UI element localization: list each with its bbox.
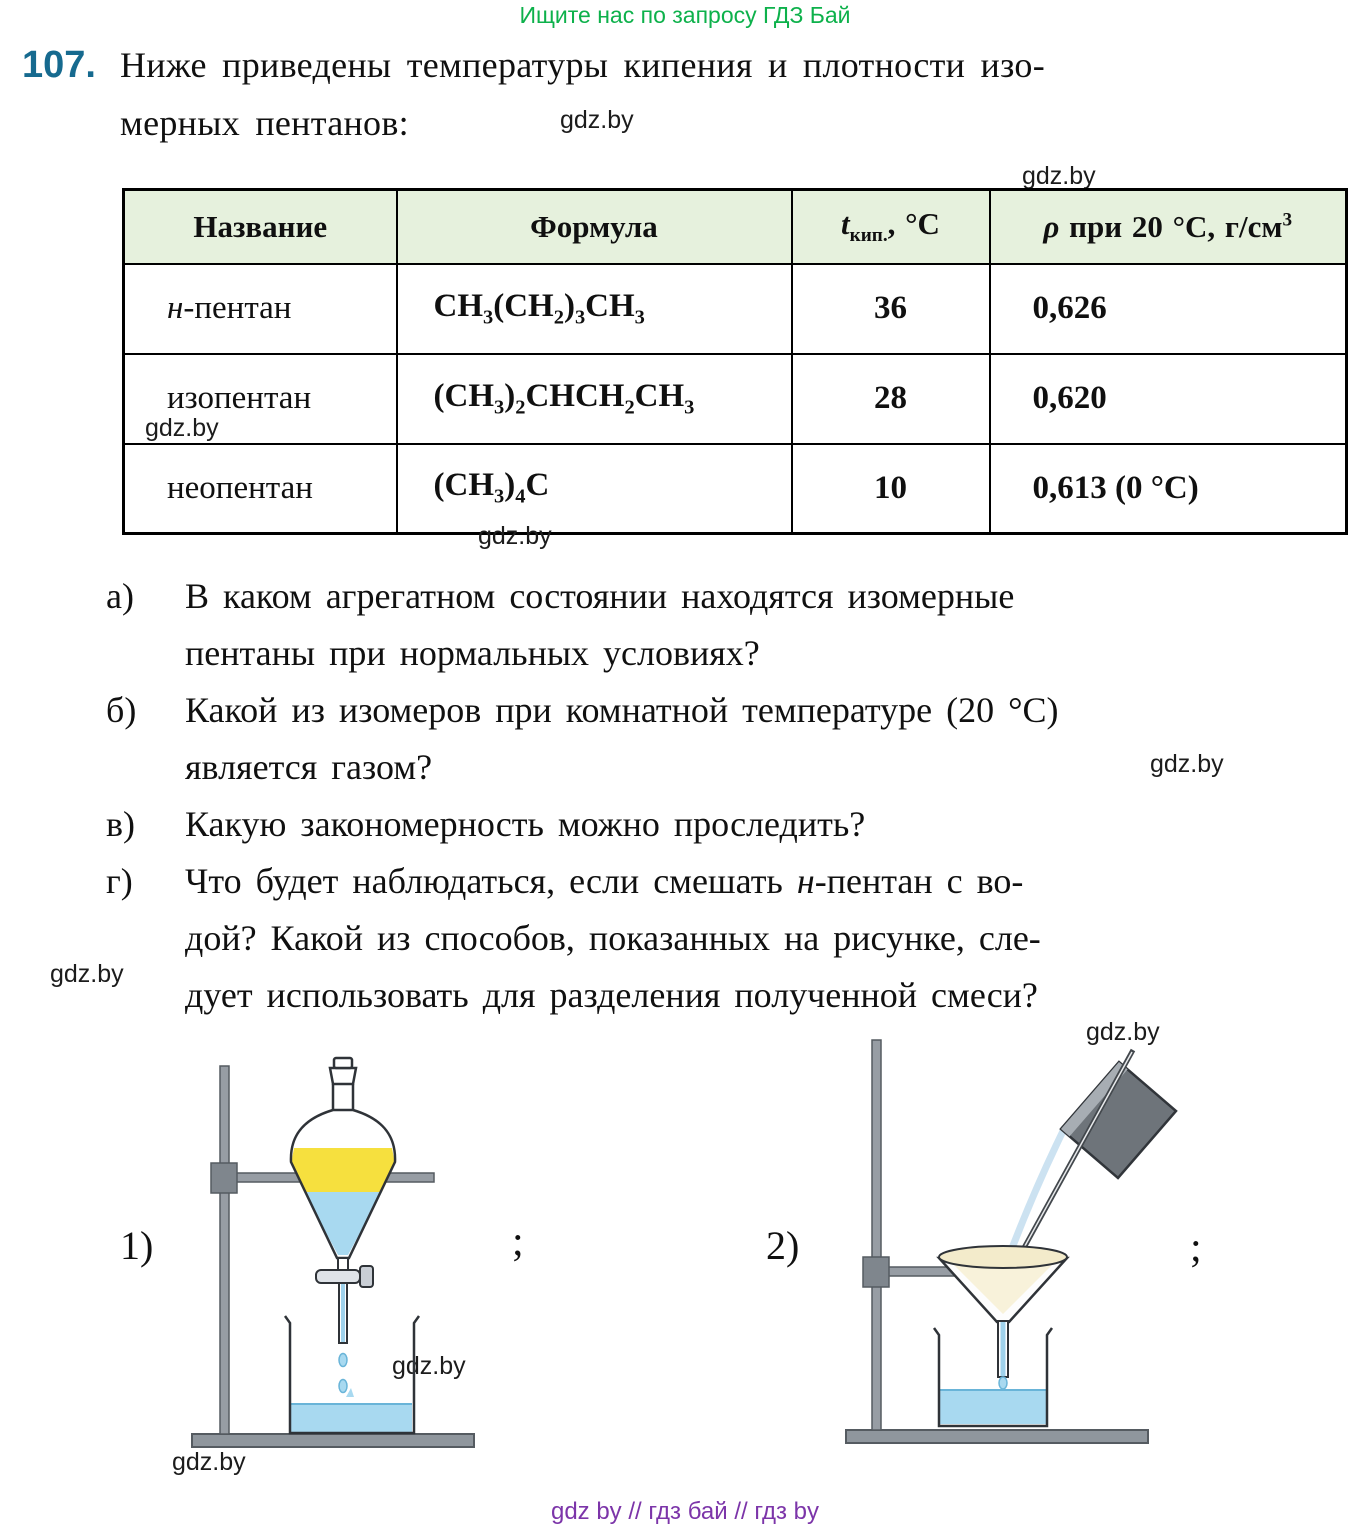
question-line: Какой из изомеров при комнатной температуре (20 °C) <box>185 690 1059 730</box>
watermark-above-table: gdz.by <box>1022 162 1096 190</box>
pentanes-table <box>122 188 1348 535</box>
watermark-in-fig1: gdz.by <box>392 1352 466 1380</box>
fig1-lower-liquid-layer <box>304 1192 382 1255</box>
footer-watermark: gdz by // гдз бай // гдз by <box>550 1498 820 1525</box>
fig1-upper-liquid-layer <box>291 1148 395 1192</box>
table-row <box>124 444 1347 534</box>
fig1-stopper <box>330 1068 356 1084</box>
table-header-row <box>124 190 1347 264</box>
fig1-beaker <box>285 1316 419 1433</box>
question-label: б) <box>106 690 137 730</box>
fig1-stopper-top <box>334 1058 352 1068</box>
fig1-stand-rod <box>220 1066 229 1434</box>
question-g <box>106 853 1356 1024</box>
figure2-label: 2) <box>766 1223 800 1268</box>
fig2-drop <box>999 1377 1007 1389</box>
cell-name: н-пентан <box>124 264 397 354</box>
figure2-separator: ; <box>1190 1225 1202 1271</box>
question-line: пентаны при нормальных условиях? <box>185 633 760 673</box>
cell-tboil: 36 <box>792 264 990 354</box>
cell-tboil: 10 <box>792 444 990 534</box>
fig2-stand-base <box>846 1430 1148 1443</box>
fig2-funnel-rim <box>939 1246 1067 1268</box>
cell-density: 0,620 <box>990 354 1347 444</box>
fig1-funnel-neck <box>333 1084 353 1110</box>
top-banner: Ищите нас по запросу ГДЗ Бай <box>519 2 851 28</box>
table-row <box>124 264 1347 354</box>
col-header-density: ρ при 20 °C, $г/см^3$ <box>990 190 1347 264</box>
cell-name: неопентан <box>124 444 397 534</box>
cell-density: 0,626 <box>990 264 1347 354</box>
cell-name: изопентан <box>124 354 397 444</box>
fig1-stand-base <box>192 1434 474 1447</box>
question-line: дует использовать для разделения полученной смеси? <box>185 975 1038 1015</box>
cell-tboil: 28 <box>792 354 990 444</box>
figure2-filtration-setup <box>818 1032 1188 1447</box>
question-b <box>106 682 1356 796</box>
fig2-clamp-block <box>863 1257 889 1287</box>
fig1-outlet-tube <box>339 1283 347 1343</box>
figure1-label: 1) <box>120 1223 154 1268</box>
question-label: в) <box>106 804 135 844</box>
watermark-after-intro: gdz.by <box>560 106 634 134</box>
fig2-beaker <box>934 1328 1052 1426</box>
fig1-drop <box>339 1354 347 1367</box>
fig2-stem-filtrate <box>1001 1322 1006 1376</box>
figure1-separator: ; <box>512 1219 524 1265</box>
fig1-drop <box>339 1380 347 1393</box>
cell-density: 0,613 (0 °C) <box>990 444 1347 534</box>
figure1-separating-funnel-setup <box>178 1052 508 1452</box>
intro-line-1: Ниже приведены температуры кипения и плотности изо- <box>120 45 1045 85</box>
fig2-beaker-liquid <box>940 1390 1046 1424</box>
watermark-above-fig2: gdz.by <box>1086 1018 1160 1046</box>
question-v <box>106 796 1356 853</box>
cell-formula: $CH_3(CH_2)_3CH_3$ <box>397 264 792 354</box>
col-header-name: Название <box>124 190 397 264</box>
col-header-formula: Формула <box>397 190 792 264</box>
question-a <box>106 568 1356 682</box>
fig1-clamp-block <box>211 1163 237 1193</box>
fig2-pour-stream <box>1006 1127 1065 1264</box>
col-header-tboil: $t_{кип.}$, °C <box>792 190 990 264</box>
fig1-stopcock-handle <box>360 1266 373 1287</box>
problem-number: 107. <box>22 44 96 86</box>
intro-line-2: мерных пентанов: <box>120 103 409 143</box>
cell-formula: $(CH_3)_2CHCH_2CH_3$ <box>397 354 792 444</box>
watermark-question-b: gdz.by <box>1150 750 1224 778</box>
questions-list <box>106 568 1356 1024</box>
fig1-beaker-liquid <box>291 1404 412 1432</box>
watermark-on-table: gdz.by <box>145 414 219 442</box>
question-line: В каком агрегатном состоянии находятся изомерные <box>185 576 1015 616</box>
question-label: г) <box>106 861 133 901</box>
watermark-question-g: gdz.by <box>50 960 124 988</box>
question-line: дой? Какой из способов, показанных на рисунке, сле- <box>185 918 1041 958</box>
question-line: Какую закономерность можно проследить? <box>185 804 866 844</box>
cell-formula: $(CH_3)_4C$ <box>397 444 792 534</box>
question-line: является газом? <box>185 747 433 787</box>
watermark-below-table: gdz.by <box>478 522 552 550</box>
fig1-separating-funnel <box>291 1058 395 1258</box>
watermark-bottom-left: gdz.by <box>172 1448 246 1476</box>
table-row <box>124 354 1347 444</box>
question-line: Что будет наблюдаться, если смешать н-пентан с во- <box>185 861 1024 901</box>
question-label: а) <box>106 576 134 616</box>
fig2-stand-rod <box>872 1040 881 1430</box>
